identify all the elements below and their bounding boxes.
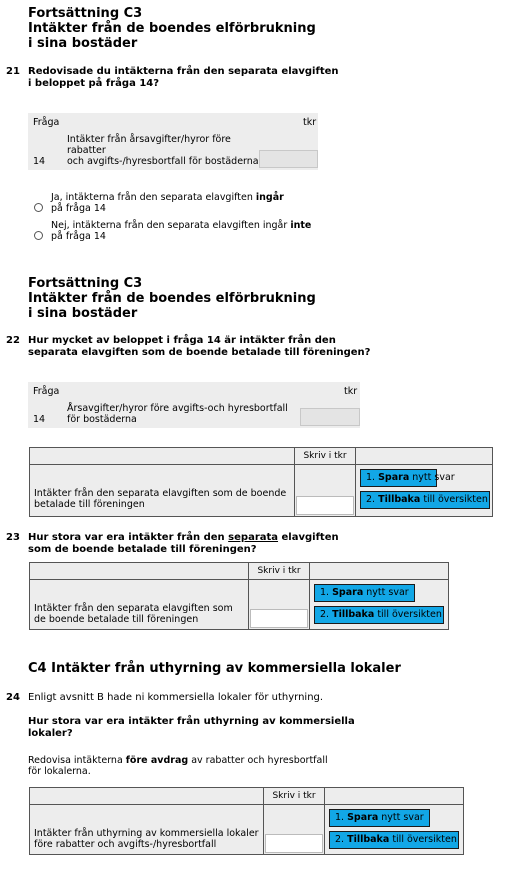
amount-input-24[interactable] [265,834,323,853]
question-note-24: Redovisa intäkterna före avdrag av rabatter och hyresbortfall för lokalerna. [28,755,328,777]
question-text-24: Hur stora var era intäkter från uthyrning av kommersiella lokaler? [28,716,355,739]
reference-box-q14-b [28,382,360,428]
row-label-23: Intäkter från den separata elavgiften som de boende betalade till föreningen [34,603,233,625]
ref-label: Intäkter från årsavgifter/hyror före rabatter och avgifts-/hyresbortfall för bostäderna [67,134,259,167]
ref-value-field [259,150,318,168]
question-text-22: Hur mycket av beloppet i fråga 14 är intäkter från den separata elavgiften som de boende betalade till föreningen? [28,335,371,358]
question-text-23: Hur stora var era intäkter från den separata elavgiften som de boende betalade till föreningen? [28,532,339,555]
save-button-22[interactable]: 1. Spara nytt svar [360,469,437,487]
ref-header-tkr: tkr [303,117,317,128]
answer-table-22 [29,447,493,517]
question-number-24: 24 [6,692,20,703]
save-button-23[interactable]: 1. Spara nytt svar [314,584,415,602]
back-button-24[interactable]: 2. Tillbaka till översikten [329,831,459,849]
answer-table-23 [29,562,449,630]
radio-ja-label: Ja, intäkterna från den separata elavgiften ingår på fråga 14 [51,192,284,214]
column-header-skriv-i-tkr: Skriv i tkr [264,788,325,805]
ref-value-field [300,408,360,426]
ref-question-number: 14 [33,414,46,425]
radio-nej-label: Nej, intäkterna från den separata elavgiften ingår inte på fråga 14 [51,220,312,242]
column-header-skriv-i-tkr: Skriv i tkr [295,448,356,465]
back-button-22[interactable]: 2. Tillbaka till översikten [360,491,490,509]
question-number-23: 23 [6,532,20,543]
question-text-21: Redovisade du intäkterna från den separata elavgiften i beloppet på fråga 14? [28,66,339,89]
ref-label: Årsavgifter/hyror före avgifts-och hyresbortfall för bostäderna [67,403,288,425]
question-number-21: 21 [6,66,20,77]
section-heading-c3-continued-2: Fortsättning C3 Intäkter från de boendes elförbrukning i sina bostäder [28,276,316,321]
column-header-skriv-i-tkr: Skriv i tkr [249,563,310,580]
row-label-22: Intäkter från den separata elavgiften som de boende betalade till föreningen [34,488,287,510]
radio-nej-ingar-inte[interactable] [34,231,43,240]
section-heading-c3-continued-1: Fortsättning C3 Intäkter från de boendes elförbrukning i sina bostäder [28,6,316,51]
amount-input-22[interactable] [296,496,354,515]
section-heading-c4: C4 Intäkter från uthyrning av kommersiella lokaler [28,661,401,676]
back-button-23[interactable]: 2. Tillbaka till översikten [314,606,444,624]
ref-question-number: 14 [33,156,46,167]
ref-header-question: Fråga [33,386,60,397]
save-button-24[interactable]: 1. Spara nytt svar [329,809,430,827]
ref-header-tkr: tkr [344,386,358,397]
reference-box-q14-a [28,113,318,170]
answer-table-24 [29,787,464,855]
ref-header-question: Fråga [33,117,60,128]
question-intro-24: Enligt avsnitt B hade ni kommersiella lokaler för uthyrning. [28,692,324,703]
amount-input-23[interactable] [250,609,308,628]
question-number-22: 22 [6,335,20,346]
radio-ja-ingar[interactable] [34,203,43,212]
row-label-24: Intäkter från uthyrning av kommersiella lokaler före rabatter och avgifts-/hyresbortfall [34,828,259,850]
